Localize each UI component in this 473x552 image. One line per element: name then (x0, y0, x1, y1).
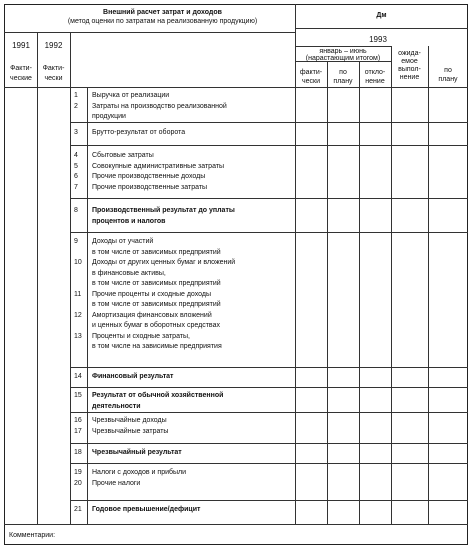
row-number: 12 (74, 311, 82, 319)
divider-vertical (327, 61, 328, 524)
row-label: Производственный результат до уплаты (92, 207, 235, 214)
divider-vertical (359, 61, 360, 524)
col-deviation: откло- нение (364, 69, 386, 85)
row-label: Чрезвычайный результат (92, 449, 182, 456)
row-label: Чрезвычайные затраты (92, 427, 169, 435)
row-separator (70, 463, 468, 464)
divider-vertical (391, 46, 392, 524)
row-label: Прочие производственные доходы (92, 173, 206, 180)
row-separator (70, 443, 468, 444)
header-line-right (295, 28, 468, 29)
row-separator (70, 412, 468, 413)
row-number: 2 (74, 102, 78, 110)
row-number: 16 (74, 417, 82, 424)
factual-1991: Факти- ческие (10, 65, 32, 82)
row-label: Результат от обычной хозяйственной (92, 392, 224, 399)
row-label: Амортизация финансовых вложений (92, 311, 212, 319)
row-number: 21 (74, 506, 82, 513)
row-label: Затраты на производство реализованной (92, 102, 227, 110)
row-separator (70, 232, 468, 233)
row-separator (70, 145, 468, 146)
report-subtitle: (метод оценки по затратам на реализованную продукцию) (67, 18, 258, 25)
divider-vertical (428, 46, 429, 524)
row-separator (70, 387, 468, 388)
row-label: Прочие проценты и сходные доходы (92, 290, 212, 298)
header-bottom-line (4, 87, 468, 88)
row-label: Выручка от реализации (92, 92, 170, 99)
col-expected: ожида- емое выпол- нение (398, 50, 421, 81)
row-label: в том числе от зависимых предприятий (92, 301, 221, 308)
row-number: 17 (74, 427, 82, 435)
row-number: 11 (74, 290, 82, 298)
row-number: 9 (74, 238, 78, 245)
row-label: в том числе на зависимые предприятия (92, 343, 222, 350)
report-title: Внешний расчет затрат и доходов (103, 9, 222, 16)
row-label: в том числе от зависимых предприятий (92, 248, 221, 256)
row-number: 5 (74, 162, 78, 170)
row-number: 7 (74, 183, 78, 191)
row-number: 18 (74, 449, 82, 456)
jan-june-label: январь – июнь (319, 48, 367, 55)
row-label: Финансовый результат (92, 373, 174, 380)
table-bottom-line (4, 524, 468, 525)
row-separator (70, 500, 468, 501)
row-label: Совокупные административные затраты (92, 162, 225, 170)
row-number: 14 (74, 373, 82, 380)
col-plan: по плану (333, 69, 353, 85)
row-label: продукции (92, 113, 126, 120)
cumulative-label: (нарастающим итогом) (305, 55, 381, 62)
row-label: в том числе от зависимых предприятий (92, 280, 221, 287)
year-1992: 1992 (44, 41, 63, 50)
row-label: Налоги с доходов и прибыли (92, 469, 187, 476)
divider-vertical (37, 32, 38, 524)
row-label: процентов и налогов (92, 217, 166, 225)
row-label: Сбытовые затраты (92, 152, 154, 159)
row-label: в финансовые активы, (92, 269, 166, 277)
year-1991: 1991 (12, 41, 30, 50)
row-label: Доходы от других ценных бумаг и вложений (92, 259, 236, 266)
row-label: и ценных бумаг в оборотных средствах (92, 322, 220, 329)
year-1993: 1993 (369, 35, 387, 44)
factual-1992: Факти- чески (42, 65, 65, 82)
row-label: Прочие производственные затраты (92, 183, 208, 191)
comments-label: Комментарии: (9, 532, 56, 539)
divider-vertical (295, 4, 296, 524)
row-separator (70, 367, 468, 368)
row-label: Годовое превышение/дефицит (92, 506, 201, 513)
row-number: 15 (74, 392, 82, 399)
currency-label: Дм (376, 12, 387, 19)
row-number: 10 (74, 259, 82, 266)
row-label: Прочие налоги (92, 479, 141, 487)
col-fact: факти- чески (299, 69, 323, 85)
row-separator (70, 122, 468, 123)
header-line (4, 32, 295, 33)
row-number: 3 (74, 129, 78, 136)
row-number: 4 (74, 152, 78, 159)
row-label: Брутто-результат от оборота (92, 129, 186, 136)
row-number: 20 (74, 479, 82, 487)
row-label: Проценты и сходные затраты, (92, 332, 190, 340)
row-number: 19 (74, 469, 82, 476)
row-label: Чрезвычайные доходы (92, 417, 167, 424)
row-separator (70, 198, 468, 199)
row-label: Доходы от участий (92, 238, 154, 245)
row-label: деятельности (92, 402, 141, 410)
row-number: 13 (74, 332, 82, 340)
divider-vertical (87, 87, 88, 524)
divider-vertical (70, 32, 71, 524)
col-plan-2: по плану (438, 67, 458, 83)
row-number: 6 (74, 173, 78, 180)
row-number: 1 (74, 92, 78, 99)
row-number: 8 (74, 207, 78, 214)
